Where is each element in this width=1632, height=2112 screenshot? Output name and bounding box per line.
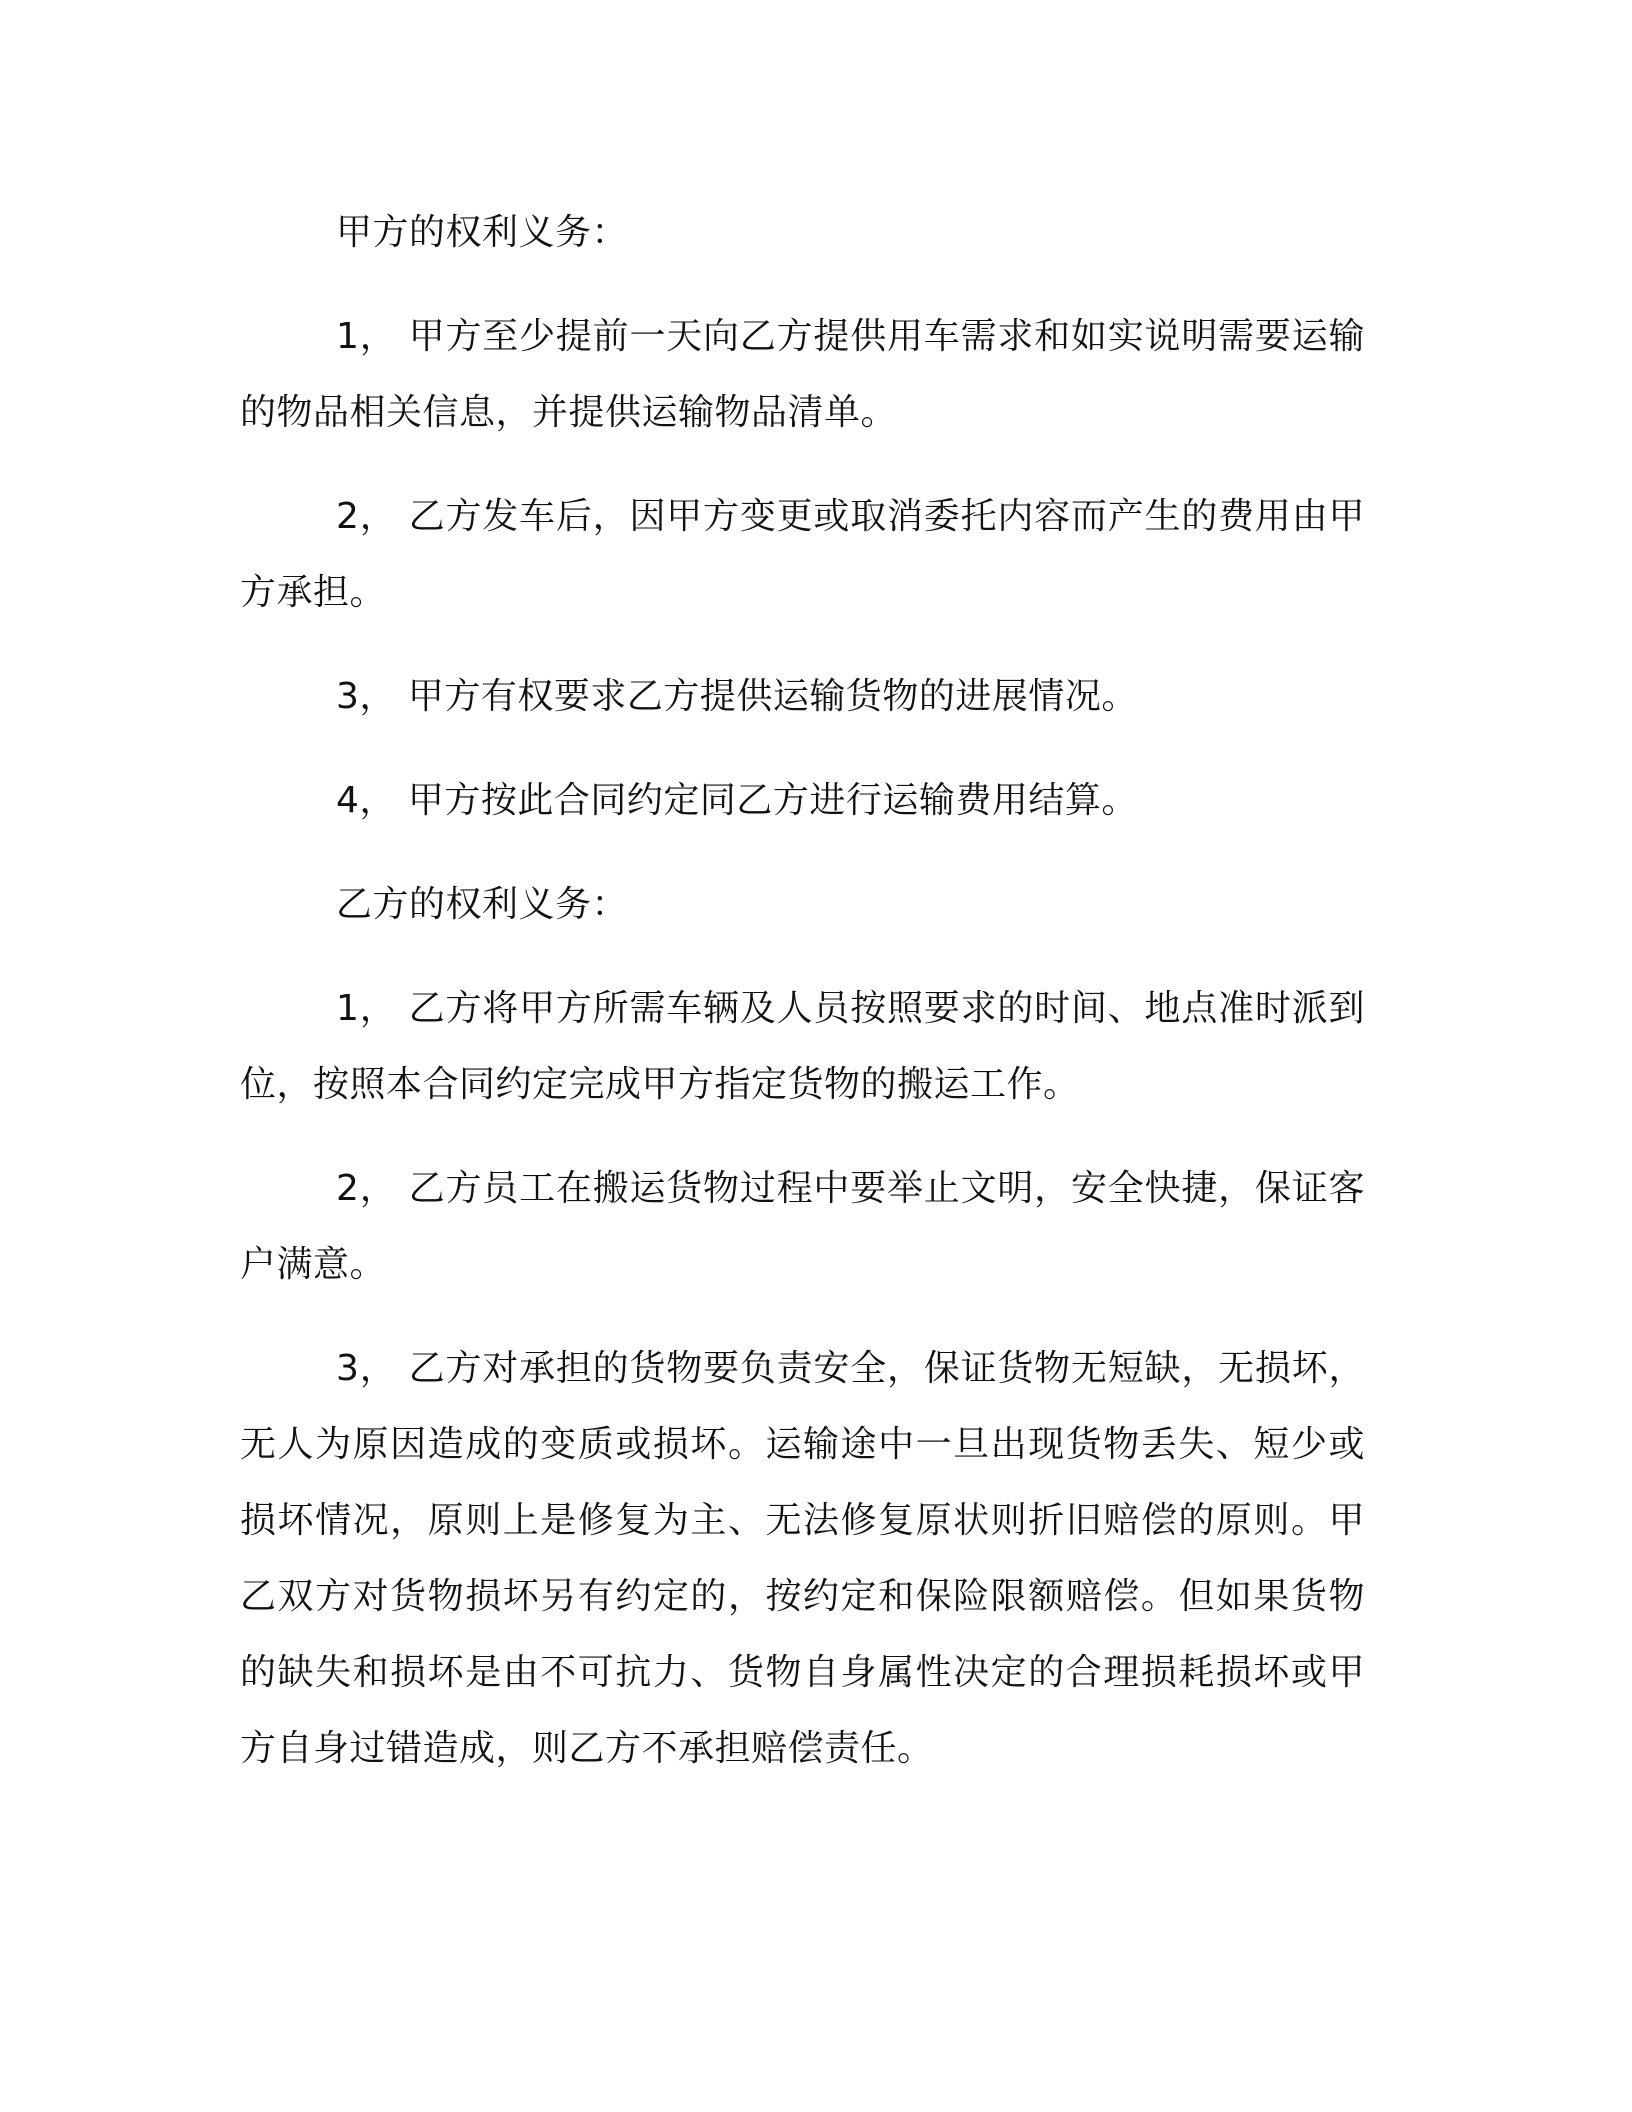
party-a-heading: 甲方的权利义务： <box>336 212 629 253</box>
party-b-heading: 乙方的权利义务： <box>336 884 629 925</box>
party-a-item-4: 4， 甲方按此合同约定同乙方进行运输费用结算。 <box>336 780 1138 821</box>
party-a-item-1: 1， 甲方至少提前一天向乙方提供用车需求和如实说明需要运输的物品相关信息，并提供运输物品清单。 <box>240 316 1365 433</box>
party-b-item-3: 3， 乙方对承担的货物要负责安全，保证货物无短缺，无损坏，无人为原因造成的变质或损坏。运输途中一旦出现货物丢失、短少或损坏情况，原则上是修复为主、无法修复原状则折旧赔偿的原则。甲乙双方对货物损坏另有约定的，按约定和保险限额赔偿。但如果货物的缺失和损坏是由不可抗力、货物自身属性决定的合理损耗损坏或甲方自身过错造成，则乙方不承担赔偿责任。 <box>240 1348 1365 1769</box>
party-a-item-2: 2， 乙方发车后，因甲方变更或取消委托内容而产生的费用由甲方承担。 <box>240 496 1365 613</box>
document-body <box>240 195 1365 1815</box>
party-a-item-3: 3， 甲方有权要求乙方提供运输货物的进展情况。 <box>336 676 1138 717</box>
party-b-item-2: 2， 乙方员工在搬运货物过程中要举止文明，安全快捷，保证客户满意。 <box>240 1168 1365 1285</box>
party-b-item-1: 1， 乙方将甲方所需车辆及人员按照要求的时间、地点准时派到位，按照本合同约定完成甲方指定货物的搬运工作。 <box>240 988 1365 1105</box>
